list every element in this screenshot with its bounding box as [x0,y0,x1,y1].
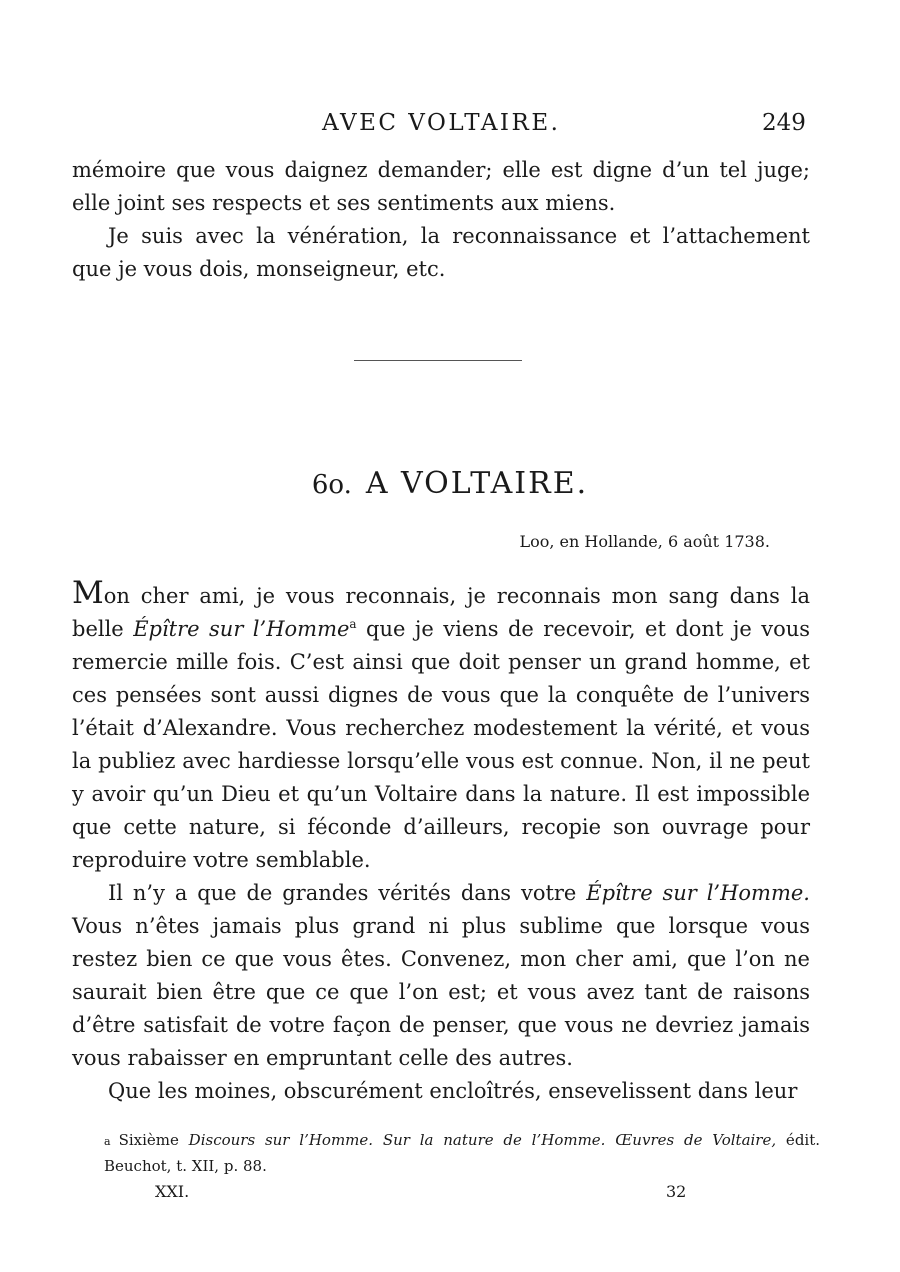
letter-number: 6o. [311,470,352,500]
paragraph: mémoire que vous daignez demander; elle est digne d’un tel juge; elle joint ses respects et ses sentiments aux miens. [72,158,810,215]
letter-body [72,575,811,1108]
text-run: Sixième [118,1131,189,1149]
paragraph: Que les moines, obscurément encloîtrés, ensevelissent dans leur [108,1079,798,1103]
page-number: 249 [762,110,806,136]
text-run: Vous n’êtes jamais plus grand ni plus sublime que lorsque vous restez bien ce que vous êtes. Convenez, mon cher ami, que l’on ne saurait bien être que ce que l’on est; et vous avez tant de raisons d’être satisfait de votre façon de penser, que vous ne devriez jamais vous rabaisser en empruntant celle des autres. [72,914,810,1070]
footnote [104,1128,820,1178]
section-divider [354,360,522,361]
running-head-title: AVEC VOLTAIRE. [322,110,561,136]
work-title: Épître sur l’Homme [133,617,350,641]
closing-paragraph: Je suis avec la vénération, la reconnaissance et l’attachement que je vous dois, monseigneur, etc. [72,224,810,281]
footnote-reference: a [349,617,357,631]
dateline: Loo, en Hollande, 6 août 1738. [519,532,770,551]
letter-title: A VOLTAIRE. [365,466,589,501]
volume-signature: XXI. [155,1182,190,1201]
citation-title: Discours sur l’Homme. Sur la nature de l’Homme. Œuvres de Voltaire, [188,1131,777,1149]
text-run: édit. Beuchot, t. XII, p. 88. [104,1131,821,1175]
sheet-signature: 32 [666,1182,687,1201]
drop-cap: M [72,575,104,611]
text-run: que je viens de recevoir, et dont je vous remercie mille fois. C’est ainsi que doit penser un grand homme, et ces pensées sont aussi dignes de vous que la conquête de l’univers l’était d’Alexandre. Vous recherchez modestement la vérité, et vous la publiez avec hardiesse lorsqu’elle vous est connue. Non, il ne peut y avoir qu’un Dieu et qu’un Voltaire dans la nature. Il est impossible que cette nature, si féconde d’ailleurs, recopie son ouvrage pour reproduire votre semblable. [72,617,811,872]
paragraph [72,575,811,877]
text-run: on cher ami, je vous reconnais, je reconnais mon sang dans la belle [72,584,810,641]
previous-letter-ending [72,154,810,286]
footnote-mark: a [104,1135,111,1148]
paragraph [72,877,810,1075]
text-run: Il n’y a que de grandes vérités dans votre [108,881,587,905]
work-title: Épître sur l’Homme. [586,881,810,905]
running-head [0,110,900,140]
letter-heading [0,466,900,501]
